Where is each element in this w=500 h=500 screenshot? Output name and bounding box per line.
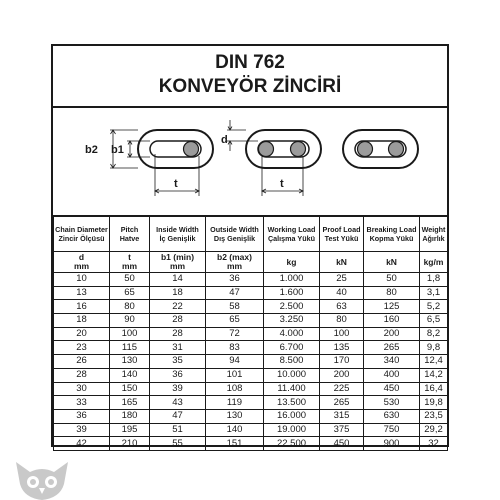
header-breaking-load: Breaking Load Kopma Yükü xyxy=(364,217,420,252)
table-row xyxy=(54,409,448,423)
table-cell: 50 xyxy=(110,273,150,287)
table-cell: 151 xyxy=(206,437,264,451)
table-cell: 50 xyxy=(364,273,420,287)
table-cell: 23,5 xyxy=(420,409,448,423)
label-b1: b1 xyxy=(111,144,124,156)
table-cell: 31 xyxy=(150,341,206,355)
table-row xyxy=(54,396,448,410)
table-cell: 225 xyxy=(320,382,364,396)
table-cell: 130 xyxy=(110,355,150,369)
table-cell: 16.000 xyxy=(264,409,320,423)
table-cell: 14,2 xyxy=(420,368,448,382)
unit-cell: kg xyxy=(264,252,320,273)
table-cell: 90 xyxy=(110,314,150,328)
table-cell: 108 xyxy=(206,382,264,396)
table-cell: 530 xyxy=(364,396,420,410)
table-cell: 19,8 xyxy=(420,396,448,410)
link-pin xyxy=(259,142,274,157)
table-row xyxy=(54,341,448,355)
table-cell: 1.000 xyxy=(264,273,320,287)
table-cell: 10.000 xyxy=(264,368,320,382)
table-cell: 9,8 xyxy=(420,341,448,355)
table-cell: 450 xyxy=(320,437,364,451)
table-cell: 11.400 xyxy=(264,382,320,396)
unit-cell: kg/m xyxy=(420,252,448,273)
table-cell: 8.500 xyxy=(264,355,320,369)
table-cell: 180 xyxy=(110,409,150,423)
table-cell: 12,4 xyxy=(420,355,448,369)
header-row xyxy=(54,217,448,252)
link-pin xyxy=(184,142,199,157)
table-cell: 42 xyxy=(54,437,110,451)
table-cell: 13 xyxy=(54,286,110,300)
table-cell: 32 xyxy=(420,437,448,451)
table-cell: 19.000 xyxy=(264,423,320,437)
table-cell: 125 xyxy=(364,300,420,314)
table-cell: 18 xyxy=(54,314,110,328)
table-row xyxy=(54,368,448,382)
table-cell: 36 xyxy=(54,409,110,423)
table-cell: 1,8 xyxy=(420,273,448,287)
table-body xyxy=(54,273,448,451)
page-subtitle: KONVEYÖR ZİNCİRİ xyxy=(158,76,342,97)
table-cell: 170 xyxy=(320,355,364,369)
table-cell: 16 xyxy=(54,300,110,314)
table-cell: 6,5 xyxy=(420,314,448,328)
table-cell: 1.600 xyxy=(264,286,320,300)
table-cell: 55 xyxy=(150,437,206,451)
table-row xyxy=(54,355,448,369)
label-t-right: t xyxy=(280,178,284,190)
table-cell: 400 xyxy=(364,368,420,382)
header-outside-width: Outside Width Dış Genişlik xyxy=(206,217,264,252)
table-cell: 28 xyxy=(54,368,110,382)
table-row xyxy=(54,286,448,300)
table-cell: 16,4 xyxy=(420,382,448,396)
table-cell: 28 xyxy=(150,327,206,341)
table-cell: 210 xyxy=(110,437,150,451)
unit-cell: t mm xyxy=(110,252,150,273)
table-cell: 900 xyxy=(364,437,420,451)
page-title: DIN 762 xyxy=(215,52,285,73)
unit-cell: kN xyxy=(364,252,420,273)
table-cell: 165 xyxy=(110,396,150,410)
table-cell: 265 xyxy=(364,341,420,355)
spec-table xyxy=(53,216,448,451)
units-row xyxy=(54,252,448,273)
table-cell: 18 xyxy=(150,286,206,300)
table-cell: 39 xyxy=(54,423,110,437)
table-cell: 200 xyxy=(364,327,420,341)
table-cell: 58 xyxy=(206,300,264,314)
table-cell: 3.250 xyxy=(264,314,320,328)
table-cell: 51 xyxy=(150,423,206,437)
table-cell: 119 xyxy=(206,396,264,410)
table-cell: 265 xyxy=(320,396,364,410)
table-cell: 375 xyxy=(320,423,364,437)
table-cell: 195 xyxy=(110,423,150,437)
table-cell: 750 xyxy=(364,423,420,437)
chain-link-drawing xyxy=(53,108,447,216)
header-inside-width: Inside Width İç Genişlik xyxy=(150,217,206,252)
table-cell: 47 xyxy=(206,286,264,300)
table-cell: 94 xyxy=(206,355,264,369)
table-row xyxy=(54,314,448,328)
header-working-load: Working Load Çalışma Yükü xyxy=(264,217,320,252)
table-cell: 22.500 xyxy=(264,437,320,451)
chain-link-1 xyxy=(138,130,213,168)
table-row xyxy=(54,437,448,451)
chain-diagram xyxy=(53,108,447,216)
table-cell: 3,1 xyxy=(420,286,448,300)
unit-cell: kN xyxy=(320,252,364,273)
table-cell: 450 xyxy=(364,382,420,396)
table-cell: 43 xyxy=(150,396,206,410)
table-cell: 63 xyxy=(320,300,364,314)
link-pin xyxy=(389,142,404,157)
table-cell: 100 xyxy=(320,327,364,341)
chain-link-2 xyxy=(246,130,321,168)
table-cell: 5,2 xyxy=(420,300,448,314)
table-cell: 135 xyxy=(320,341,364,355)
table-cell: 83 xyxy=(206,341,264,355)
table-cell: 65 xyxy=(110,286,150,300)
table-cell: 315 xyxy=(320,409,364,423)
header-chain-diameter: Chain Diameter Zincir Ölçüsü xyxy=(54,217,110,252)
header-pitch: Pitch Hatve xyxy=(110,217,150,252)
table-cell: 630 xyxy=(364,409,420,423)
table-cell: 160 xyxy=(364,314,420,328)
table-cell: 20 xyxy=(54,327,110,341)
link-pin xyxy=(291,142,306,157)
table-row xyxy=(54,382,448,396)
table-cell: 80 xyxy=(110,300,150,314)
table-cell: 30 xyxy=(54,382,110,396)
table-cell: 10 xyxy=(54,273,110,287)
spec-sheet xyxy=(51,44,449,447)
table-cell: 40 xyxy=(320,286,364,300)
table-cell: 13.500 xyxy=(264,396,320,410)
table-cell: 340 xyxy=(364,355,420,369)
table-cell: 140 xyxy=(206,423,264,437)
table-cell: 36 xyxy=(150,368,206,382)
table-cell: 4.000 xyxy=(264,327,320,341)
table-row xyxy=(54,300,448,314)
table-cell: 36 xyxy=(206,273,264,287)
table-cell: 29,2 xyxy=(420,423,448,437)
table-cell: 22 xyxy=(150,300,206,314)
table-cell: 101 xyxy=(206,368,264,382)
table-cell: 72 xyxy=(206,327,264,341)
title-block xyxy=(53,46,447,108)
link-pin xyxy=(358,142,373,157)
table-cell: 100 xyxy=(110,327,150,341)
label-b2: b2 xyxy=(85,144,98,156)
table-cell: 80 xyxy=(364,286,420,300)
table-row xyxy=(54,327,448,341)
table-cell: 80 xyxy=(320,314,364,328)
table-cell: 25 xyxy=(320,273,364,287)
table-cell: 23 xyxy=(54,341,110,355)
unit-cell: b1 (min) mm xyxy=(150,252,206,273)
unit-cell: b2 (max) mm xyxy=(206,252,264,273)
table-cell: 47 xyxy=(150,409,206,423)
chain-link-3 xyxy=(343,130,418,168)
table-cell: 28 xyxy=(150,314,206,328)
table-cell: 26 xyxy=(54,355,110,369)
table-cell: 39 xyxy=(150,382,206,396)
header-proof-load: Proof Load Test Yükü xyxy=(320,217,364,252)
table-row xyxy=(54,423,448,437)
table-cell: 150 xyxy=(110,382,150,396)
table-cell: 14 xyxy=(150,273,206,287)
table-cell: 6.700 xyxy=(264,341,320,355)
table-row xyxy=(54,273,448,287)
table-cell: 115 xyxy=(110,341,150,355)
table-cell: 130 xyxy=(206,409,264,423)
table-cell: 8,2 xyxy=(420,327,448,341)
table-cell: 35 xyxy=(150,355,206,369)
table-cell: 2.500 xyxy=(264,300,320,314)
label-t-left: t xyxy=(174,178,178,190)
label-d: d xyxy=(221,134,228,146)
header-weight: Weight Ağırlık xyxy=(420,217,448,252)
table-cell: 65 xyxy=(206,314,264,328)
table-cell: 140 xyxy=(110,368,150,382)
unit-cell: d mm xyxy=(54,252,110,273)
table-cell: 33 xyxy=(54,396,110,410)
owl-logo-icon xyxy=(14,458,70,500)
table-cell: 200 xyxy=(320,368,364,382)
